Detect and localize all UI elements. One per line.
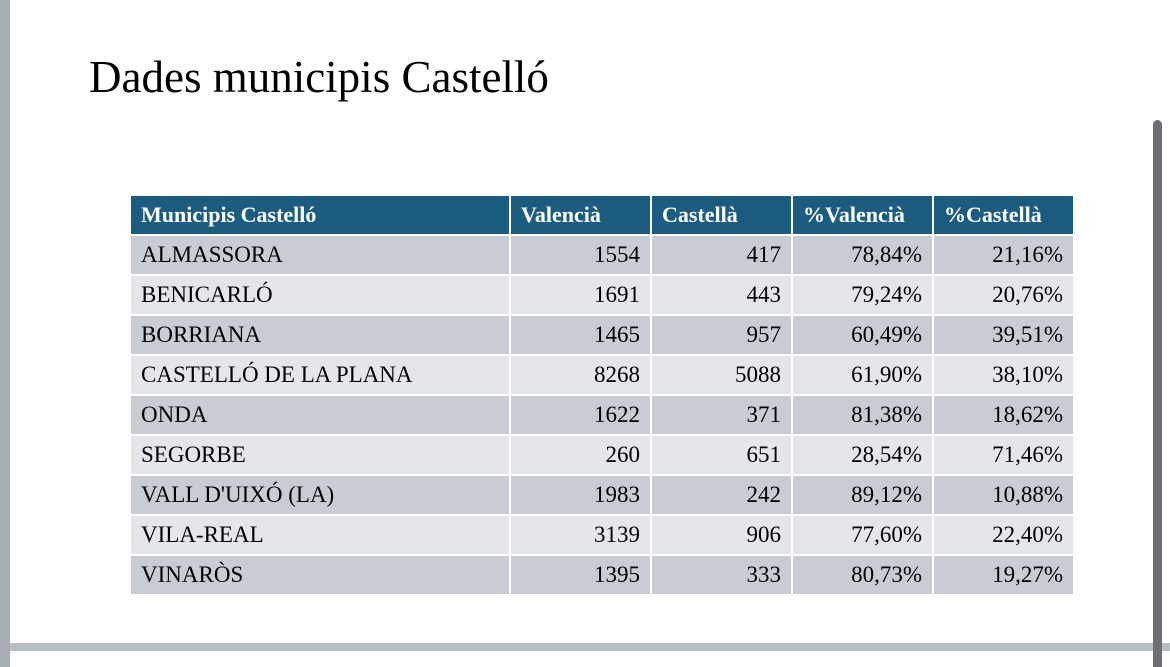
cell-valencian-percent: 28,54% xyxy=(793,436,932,474)
cell-spanish: 242 xyxy=(652,476,791,514)
cell-spanish-percent: 38,10% xyxy=(934,356,1073,394)
data-table xyxy=(129,194,1075,596)
cell-spanish: 906 xyxy=(652,516,791,554)
left-window-border xyxy=(0,0,10,667)
cell-valencian-percent: 89,12% xyxy=(793,476,932,514)
cell-valencian: 1622 xyxy=(511,396,650,434)
column-header-municipality: Municipis Castelló xyxy=(131,196,509,234)
cell-valencian-percent: 61,90% xyxy=(793,356,932,394)
cell-spanish: 333 xyxy=(652,556,791,594)
cell-spanish-percent: 39,51% xyxy=(934,316,1073,354)
cell-spanish-percent: 21,16% xyxy=(934,236,1073,274)
cell-spanish-percent: 18,62% xyxy=(934,396,1073,434)
table-row xyxy=(131,556,1073,594)
cell-spanish-percent: 19,27% xyxy=(934,556,1073,594)
cell-spanish-percent: 20,76% xyxy=(934,276,1073,314)
page-title: Dades municipis Castelló xyxy=(89,52,549,102)
cell-municipality: VALL D'UIXÓ (LA) xyxy=(131,476,509,514)
cell-valencian: 1395 xyxy=(511,556,650,594)
cell-valencian-percent: 79,24% xyxy=(793,276,932,314)
cell-spanish: 443 xyxy=(652,276,791,314)
table-row xyxy=(131,516,1073,554)
cell-valencian: 8268 xyxy=(511,356,650,394)
cell-valencian: 1465 xyxy=(511,316,650,354)
cell-spanish-percent: 10,88% xyxy=(934,476,1073,514)
table-header-row xyxy=(131,196,1073,234)
cell-municipality: BORRIANA xyxy=(131,316,509,354)
table-row xyxy=(131,396,1073,434)
cell-municipality: CASTELLÓ DE LA PLANA xyxy=(131,356,509,394)
column-header-spanish-percent: %Castellà xyxy=(934,196,1073,234)
cell-valencian: 3139 xyxy=(511,516,650,554)
cell-valencian-percent: 60,49% xyxy=(793,316,932,354)
cell-valencian-percent: 77,60% xyxy=(793,516,932,554)
table-row xyxy=(131,316,1073,354)
cell-valencian-percent: 78,84% xyxy=(793,236,932,274)
cell-spanish: 957 xyxy=(652,316,791,354)
table-body xyxy=(131,236,1073,594)
cell-municipality: VINARÒS xyxy=(131,556,509,594)
column-header-spanish: Castellà xyxy=(652,196,791,234)
table-row xyxy=(131,276,1073,314)
table-row xyxy=(131,476,1073,514)
table-row xyxy=(131,436,1073,474)
cell-spanish: 651 xyxy=(652,436,791,474)
cell-spanish: 371 xyxy=(652,396,791,434)
column-header-valencian: Valencià xyxy=(511,196,650,234)
cell-spanish-percent: 71,46% xyxy=(934,436,1073,474)
vertical-scrollbar[interactable] xyxy=(1153,120,1162,667)
table-row xyxy=(131,236,1073,274)
cell-valencian-percent: 81,38% xyxy=(793,396,932,434)
cell-valencian-percent: 80,73% xyxy=(793,556,932,594)
cell-valencian: 1554 xyxy=(511,236,650,274)
cell-valencian: 1691 xyxy=(511,276,650,314)
cell-municipality: VILA-REAL xyxy=(131,516,509,554)
cell-municipality: SEGORBE xyxy=(131,436,509,474)
cell-valencian: 1983 xyxy=(511,476,650,514)
cell-spanish: 5088 xyxy=(652,356,791,394)
cell-municipality: BENICARLÓ xyxy=(131,276,509,314)
table-row xyxy=(131,356,1073,394)
cell-spanish-percent: 22,40% xyxy=(934,516,1073,554)
cell-spanish: 417 xyxy=(652,236,791,274)
cell-valencian: 260 xyxy=(511,436,650,474)
bottom-window-border xyxy=(10,643,1170,651)
column-header-valencian-percent: %Valencià xyxy=(793,196,932,234)
cell-municipality: ONDA xyxy=(131,396,509,434)
cell-municipality: ALMASSORA xyxy=(131,236,509,274)
